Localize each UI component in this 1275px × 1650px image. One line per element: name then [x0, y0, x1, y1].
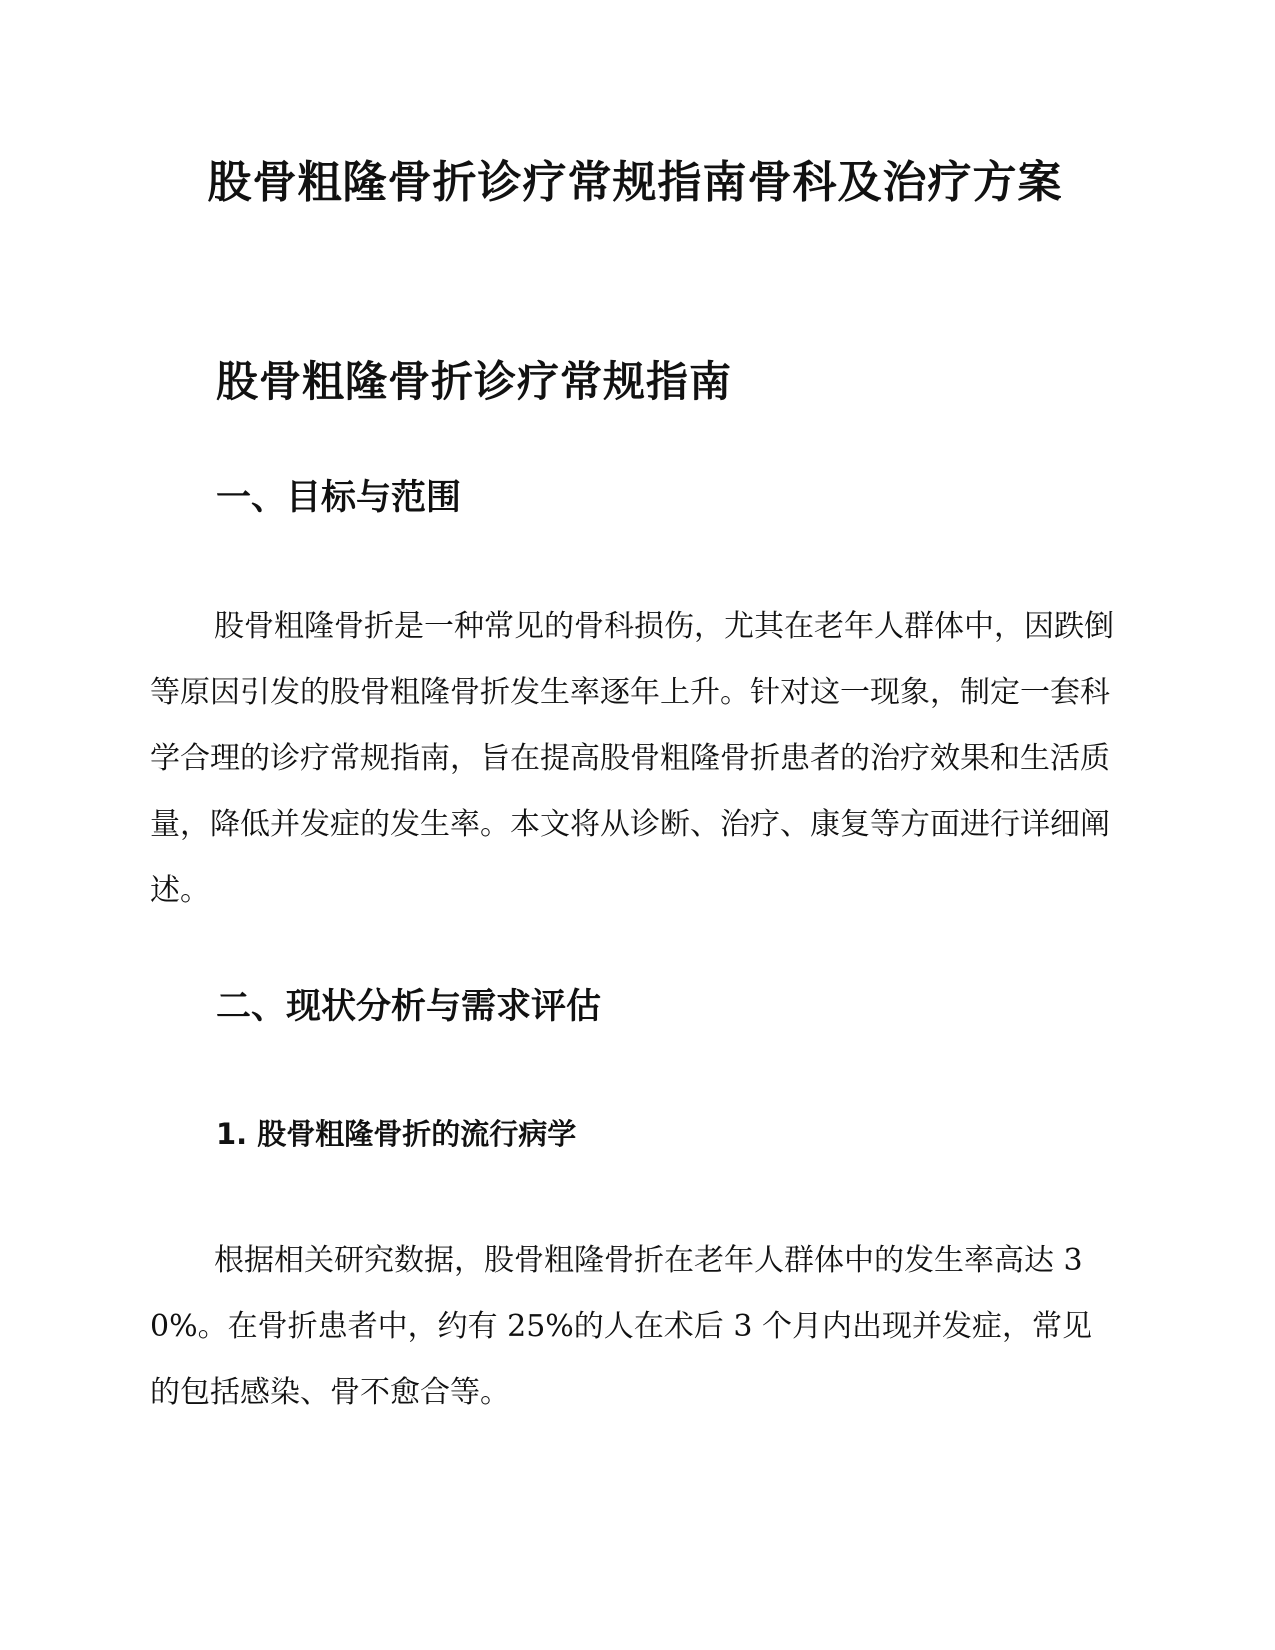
subsection-paragraph-epidemiology: 根据相关研究数据，股骨粗隆骨折在老年人群体中的发生率高达 30%。在骨折患者中，约有 25%的人在术后 3 个月内出现并发症，常见的包括感染、骨不愈合等。	[150, 1243, 1092, 1410]
document-title: 股骨粗隆骨折诊疗常规指南骨科及治疗方案	[207, 157, 1063, 208]
document-subtitle: 股骨粗隆骨折诊疗常规指南	[216, 357, 733, 406]
section-paragraph-goals-scope: 股骨粗隆骨折是一种常见的骨科损伤，尤其在老年人群体中，因跌倒等原因引发的股骨粗隆骨折发生率逐年上升。针对这一现象，制定一套科学合理的诊疗常规指南，旨在提高股骨粗隆骨折患者的治疗效果和生活质量，降低并发症的发生率。本文将从诊断、治疗、康复等方面进行详细阐述。	[150, 609, 1114, 908]
section-heading-goals-scope: 一、目标与范围	[216, 478, 462, 518]
subsection-heading-epidemiology: 1. 股骨粗隆骨折的流行病学	[216, 1117, 577, 1151]
section-heading-status-analysis: 二、现状分析与需求评估	[216, 987, 602, 1027]
